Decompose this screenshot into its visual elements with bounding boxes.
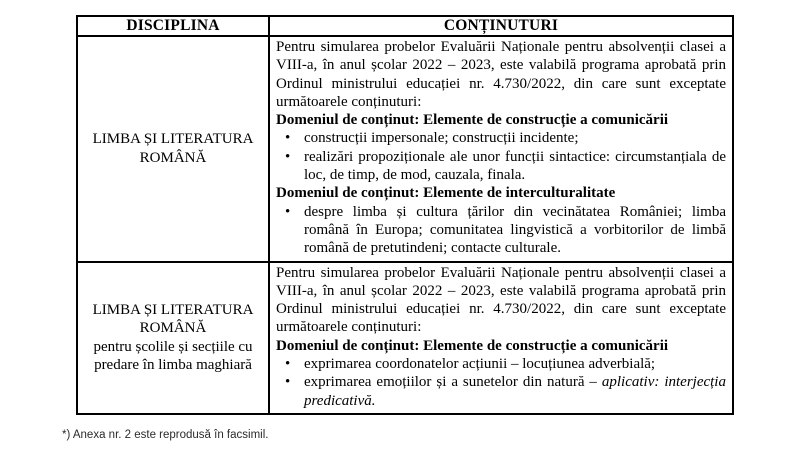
col-header-disciplina: DISCIPLINA: [77, 16, 269, 36]
exceptions-list: [276, 355, 726, 410]
domain-heading-constructie: Domeniul de conținut: Elemente de construcție a comunicării: [276, 337, 669, 354]
list-item-italic-text: aplicativ: interjecția predicativă.: [304, 374, 726, 409]
table-row-romana: [77, 36, 733, 262]
intro-paragraph: Pentru simularea probelor Evaluării Naționale pentru absolvenții clasei a VIII-a, în anul școlar 2022 – 2023, este valabilă programa aprobată prin Ordinul ministrului educației nr. 4.730/2022, din care sunt exceptate următoarele conținuturi:: [276, 264, 726, 336]
exceptions-list: [276, 129, 726, 184]
discipline-subtitle-line: pentru școlile și secțiile cu: [93, 338, 253, 355]
discipline-cell-romana-maghiara: [77, 262, 269, 414]
contents-cell-romana: [269, 36, 733, 262]
discipline-line: LIMBA ȘI LITERATURA: [92, 301, 254, 318]
table-row-romana-maghiara: [77, 262, 733, 414]
list-item: • despre limba și cultura țărilor din vecinătatea României; limba română în Europa; comunitatea lingvistică a vorbitorilor de limbă română de pretutindeni; contacte culturale.: [276, 203, 726, 258]
col-header-continuturi: CONȚINUTURI: [269, 16, 733, 36]
table-header-row: [77, 16, 733, 36]
intro-paragraph: Pentru simularea probelor Evaluării Naționale pentru absolvenții clasei a VIII-a, în anul școlar 2022 – 2023, este valabilă programa aprobată prin Ordinul ministrului educației nr. 4.730/2022, din care sunt exceptate următoarele conținuturi:: [276, 39, 726, 110]
list-item-text: exprimarea emoțiilor și a sunetelor din natură –: [304, 374, 602, 391]
discipline-subtitle-line: predare în limba maghiară: [94, 357, 252, 374]
discipline-cell-romana: [77, 36, 269, 262]
contents-cell-romana-maghiara: [269, 262, 733, 414]
list-item: • exprimarea coordonatelor acțiunii – locuțiunea adverbială;: [276, 355, 726, 373]
exceptions-list: [276, 203, 726, 258]
facsimile-footnote: *) Anexa nr. 2 este reprodusă în facsimil.: [62, 428, 269, 441]
list-item: [276, 373, 726, 410]
domain-heading-constructie: Domeniul de conținut: Elemente de construcție a comunicării: [276, 112, 669, 129]
curriculum-table: [76, 15, 734, 415]
list-item: • realizări propoziționale ale unor funcții sintactice: circumstanțiala de loc, de timp, de mod, cauzala, finala.: [276, 148, 726, 185]
discipline-line: LIMBA ȘI LITERATURA: [92, 131, 254, 148]
discipline-line: ROMÂNĂ: [139, 149, 207, 166]
list-item: • construcții impersonale; construcții incidente;: [276, 129, 726, 147]
discipline-line: ROMÂNĂ: [139, 320, 207, 337]
domain-heading-interculturalitate: Domeniul de conținut: Elemente de interculturalitate: [276, 185, 616, 202]
